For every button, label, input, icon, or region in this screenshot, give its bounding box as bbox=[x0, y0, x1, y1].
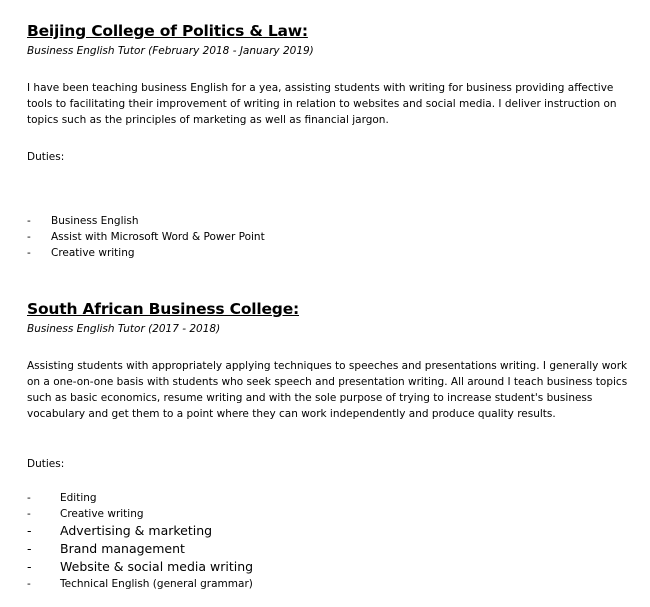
bullet-marker: - bbox=[27, 559, 32, 574]
section-1-duties-label: Duties: bbox=[27, 151, 65, 163]
section-1-description: I have been teaching business English for a yea, assisting students with writing for business providing affective tools to facilitating their improvement of writing in relation to websites and social media. I deliver instruction on topics such as the principles of marketing as well as financial jargon. bbox=[27, 82, 617, 126]
bullet-marker: - bbox=[27, 215, 31, 227]
bullet-marker: - bbox=[27, 541, 32, 556]
bullet-marker: - bbox=[27, 231, 31, 243]
bullet-marker: - bbox=[27, 523, 32, 538]
bullet-marker: - bbox=[27, 492, 31, 504]
section-2-heading: South African Business College: bbox=[27, 300, 300, 318]
section-2-description: Assisting students with appropriately applying techniques to speeches and presentations writing. I generally work on a one-on-one basis with students who seek speech and presentation writing. All around I teach business topics such as basic economics, resume writing and with the sole purpose of trying to increase student's business vocabulary and get them to a point where they can work independently and produce quality results. bbox=[27, 360, 628, 420]
section-1-job-title: Business English Tutor (February 2018 - January 2019) bbox=[27, 45, 314, 57]
bullet-marker: - bbox=[27, 247, 31, 259]
bullet-marker: - bbox=[27, 578, 31, 590]
bullet-marker: - bbox=[27, 508, 31, 520]
section-2-job-title: Business English Tutor (2017 - 2018) bbox=[27, 323, 221, 335]
section-1-heading: Beijing College of Politics & Law: bbox=[27, 22, 308, 40]
section-2-duties-label: Duties: bbox=[27, 458, 65, 470]
